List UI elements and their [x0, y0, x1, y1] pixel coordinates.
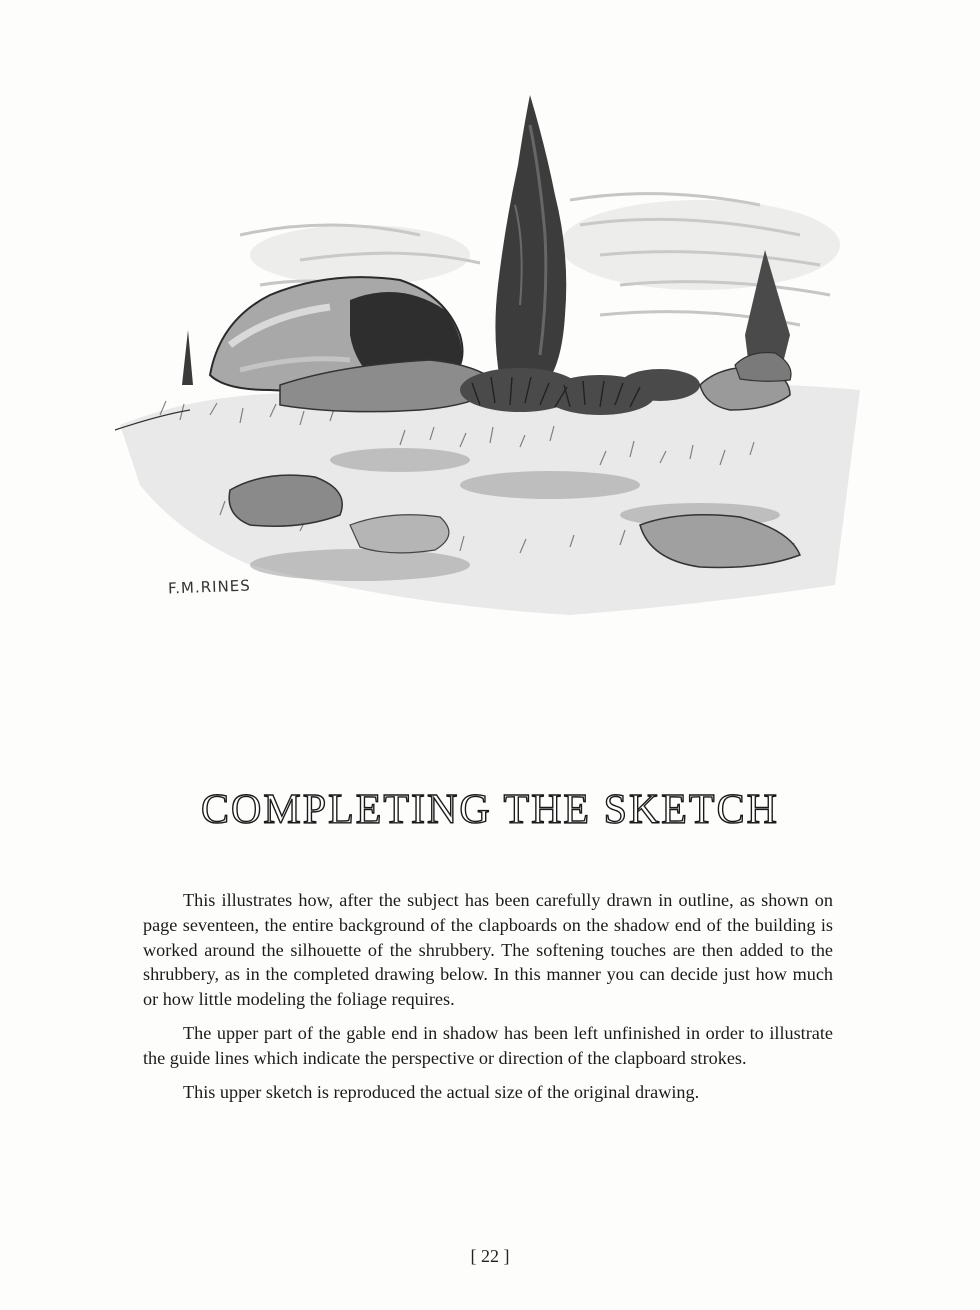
page-number: [ 22 ]	[470, 1246, 510, 1266]
paragraph-3: This upper sketch is reproduced the actual size of the original drawing.	[183, 1081, 700, 1102]
landscape-illustration	[100, 85, 870, 630]
paragraph-1: This illustrates how, after the subject has been carefully drawn in outline, as shown on page seventeen, the entire background of the clapboards on the shadow end of the building is worked around the silhouette of the shrubbery. The softening touches are then added to the shrubbery, as in the completed drawing below. In this manner you can decide just how much or how little modeling the foliage requires.	[143, 890, 833, 1010]
landscape-drawing	[100, 85, 870, 630]
body-text	[143, 888, 833, 1113]
paragraph-2: The upper part of the gable end in shadow has been left unfinished in order to illustrate the guide lines which indicate the perspective or direction of the clapboard strokes.	[143, 1022, 833, 1068]
artist-signature: F.M.RINES	[167, 576, 252, 598]
small-left-tree	[182, 330, 193, 385]
page-title: COMPLETING THE SKETCH	[201, 787, 779, 833]
right-boulders	[700, 353, 791, 411]
cypress-tree	[495, 95, 566, 387]
